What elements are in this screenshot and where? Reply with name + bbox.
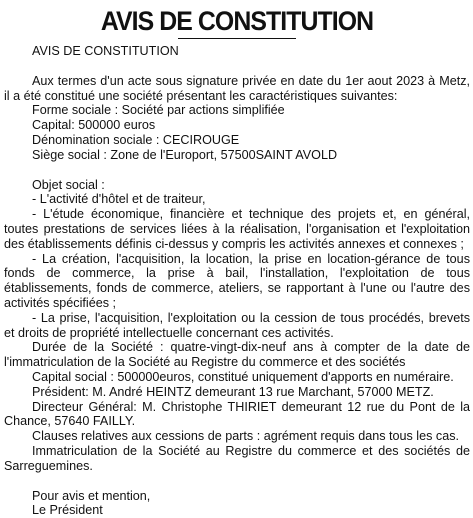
notice-subheading: AVIS DE CONSTITUTION bbox=[32, 44, 179, 58]
objet-item: - L'étude économique, financière et technique des projets et, en général, toutes prestations de services liées à la réalisation, l'organisation et l'exploitation des établissements définis ci-dessus y compris les activités annexes et connexes ; bbox=[4, 207, 470, 251]
legal-notice bbox=[0, 6, 473, 518]
president-line: Président: M. André HEINTZ demeurant 13 rue Marchant, 57000 METZ. bbox=[32, 384, 434, 399]
capital-social-line: Capital social : 500000euros, constitué uniquement d'apports en numéraire. bbox=[32, 369, 454, 384]
clauses-line: Clauses relatives aux cessions de parts : agrément requis dans tous les cas. bbox=[32, 429, 460, 444]
objet-item: - La création, l'acquisition, la location, la prise en location-gérance de tous fonds de commerce, la prise à bail, l'installation, l'exploitation de tous établissements, fonds de commerce, ateliers, se rapportant à l'une ou l'autre des activités spécifiées ; bbox=[4, 251, 470, 310]
notice-headline: AVIS DE CONSTITUTION bbox=[100, 6, 374, 36]
objet-item: - La prise, l'acquisition, l'exploitation ou la cession de tous procédés, brevets et droits de propriété intellectuelle concernant ces activités. bbox=[4, 310, 470, 340]
siege-line: Siège social : Zone de l'Europort, 57500SAINT AVOLD bbox=[32, 147, 338, 162]
spacer bbox=[4, 474, 470, 489]
denomination-line: Dénomination sociale : CECIROUGE bbox=[32, 132, 240, 147]
notice-body bbox=[4, 44, 470, 518]
capital-line: Capital: 500000 euros bbox=[32, 118, 156, 133]
objet-item: - L'activité d'hôtel et de traiteur, bbox=[32, 192, 206, 207]
duree-paragraph: Durée de la Société : quatre-vingt-dix-neuf ans à compter de la date de l'immatriculation de la Société au Registre du commerce et des sociétés bbox=[4, 340, 470, 370]
objet-label: Objet social : bbox=[32, 177, 105, 192]
spacer bbox=[4, 163, 470, 178]
headline-rule bbox=[178, 38, 296, 39]
signature-line: Le Président bbox=[32, 503, 103, 518]
closing-line: Pour avis et mention, bbox=[32, 488, 151, 503]
directeur-paragraph: Directeur Général: M. Christophe THIRIET demeurant 12 rue du Pont de la Chance, 57640 FAILLY. bbox=[4, 399, 470, 429]
intro-paragraph: Aux termes d'un acte sous signature privée en date du 1er aout 2023 à Metz, il a été constitué une société présentant les caractéristiques suivantes: bbox=[4, 73, 470, 103]
immatriculation-paragraph: Immatriculation de la Société au Registre du commerce et des sociétés de Sarreguemines. bbox=[4, 443, 470, 473]
forme-sociale: Forme sociale : Société par actions simplifiée bbox=[32, 103, 285, 118]
spacer bbox=[4, 59, 470, 74]
